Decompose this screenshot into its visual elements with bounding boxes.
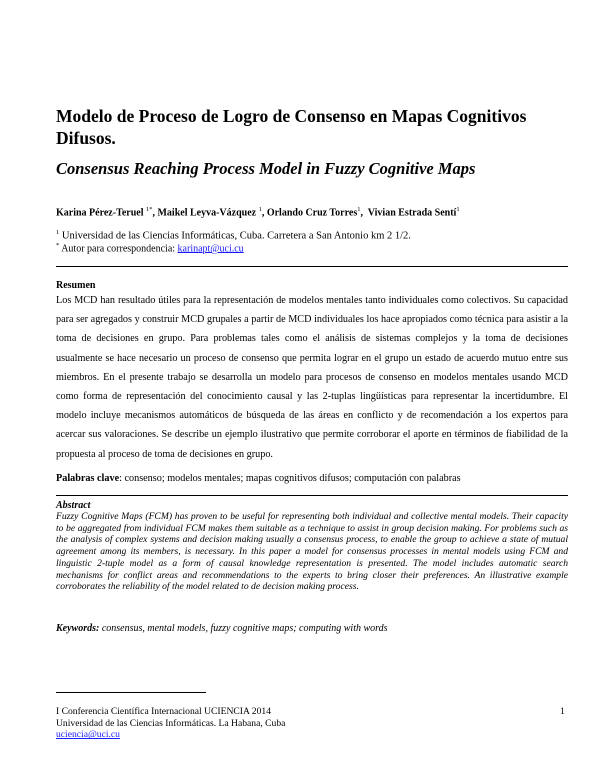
divider [56,266,568,267]
affiliation-text: Universidad de las Ciencias Informáticas, Cuba. [61,230,265,242]
author-name: Karina Pérez-Teruel [56,207,146,219]
author-affiliation-mark: 1 [258,206,262,213]
correspondence [56,239,568,255]
keywords-label: Keywords: [56,623,100,634]
footer-conference: I Conferencia Científica Internacional UCIENCIA 2014 [56,706,271,717]
footnote-divider [56,692,206,693]
author-affiliation-mark: 1 [456,206,460,213]
affiliation-mark: 1 [56,229,60,236]
author-affiliation-mark: 1 [357,206,361,213]
affiliation-address: Carretera a San Antonio km 2 1/2. [267,230,411,242]
keywords-text: consensus, mental models, fuzzy cognitive maps; computing with words [99,623,388,634]
author-name: Vivian Estrada Sentí [367,207,457,219]
palabras-clave [56,472,568,486]
author-list: Karina Pérez-Teruel $^{1*}$, Maikel Leyva-Vázquez $^1$, Orlando Cruz Torres$^1$, Vivian Estrada Sentí$^1$ [56,206,460,219]
resumen-body: Los MCD han resultado útiles para la representación de modelos mentales tanto individuales como colectivos. Su capacidad para ser agregados y construir MCD grupales a partir de MCD individuales los hace apropiados como técnica para asistir a la toma de decisiones en grupo. Para problemas tales como el análisis de sistemas complejos y la toma de decisiones usualmente se hace necesario un proceso de consenso que permita lograr en el grupo un estado de acuerdo mutuo entre sus miembros. En el presente trabajo se desarrolla un modelo para procesos de consenso en modelos mentales usando MCD como forma de representación del conocimiento causal y las 2-tuplas lingüísticas para representar la incertidumbre. El modelo incluye mecanismos automáticos de búsqueda de las áreas en conflicto y de recomendación a los expertos para acercar sus valoraciones. Se describe un ejemplo ilustrativo que permite corroborar el aporte en términos de fiabilidad de la propuesta al proceso de toma de decisiones en grupo. [56,295,568,460]
paper-title-spanish: Modelo de Proceso de Logro de Consenso en Mapas Cognitivos Difusos. [56,106,527,148]
correspondence-email-link[interactable]: karinapt@uci.cu [177,243,244,255]
correspondence-mark: * [56,242,60,249]
author-name: Maikel Leyva-Vázquez [157,207,259,219]
keywords [56,622,568,636]
abstract-heading: Abstract [56,500,91,511]
page-number: 1 [560,706,565,717]
footer-institution: Universidad de las Ciencias Informáticas. La Habana, Cuba [56,717,286,729]
resumen-heading: Resumen [56,280,96,291]
palabras-clave-label: Palabras clave [56,473,120,484]
author-name: Orlando Cruz Torres [266,207,358,219]
palabras-clave-text: : consenso; modelos mentales; mapas cognitivos difusos; computación con palabras [119,473,461,484]
footer-email-link[interactable]: uciencia@uci.cu [56,729,120,741]
abstract-body: Fuzzy Cognitive Maps (FCM) has proven to be useful for representing both individual and collective mental models. Their capacity to be aggregated from individual FCM makes them suitable as a technique to assist in group decision making. For problems such as the analysis of complex systems and decision making usually a consensus process, to enable the group to achieve a state of mutual agreement among its members, is necessary. In this paper a model for consensus processes in mental models using FCM and linguistic 2-tuple model as a form of causal knowledge representation is presented. The model includes automatic search mechanisms for conflict areas and recommendations to the experts to bring closer their preferences. An illustrative example corroborates the reliability of the model related to de decision making process. [56,511,568,593]
correspondence-label: Autor para correspondencia: [61,243,178,255]
divider [56,495,568,496]
footer [56,706,568,741]
author-affiliation-mark: 1* [145,206,153,213]
paper-title-english: Consensus Reaching Process Model in Fuzzy Cognitive Maps [56,159,476,178]
